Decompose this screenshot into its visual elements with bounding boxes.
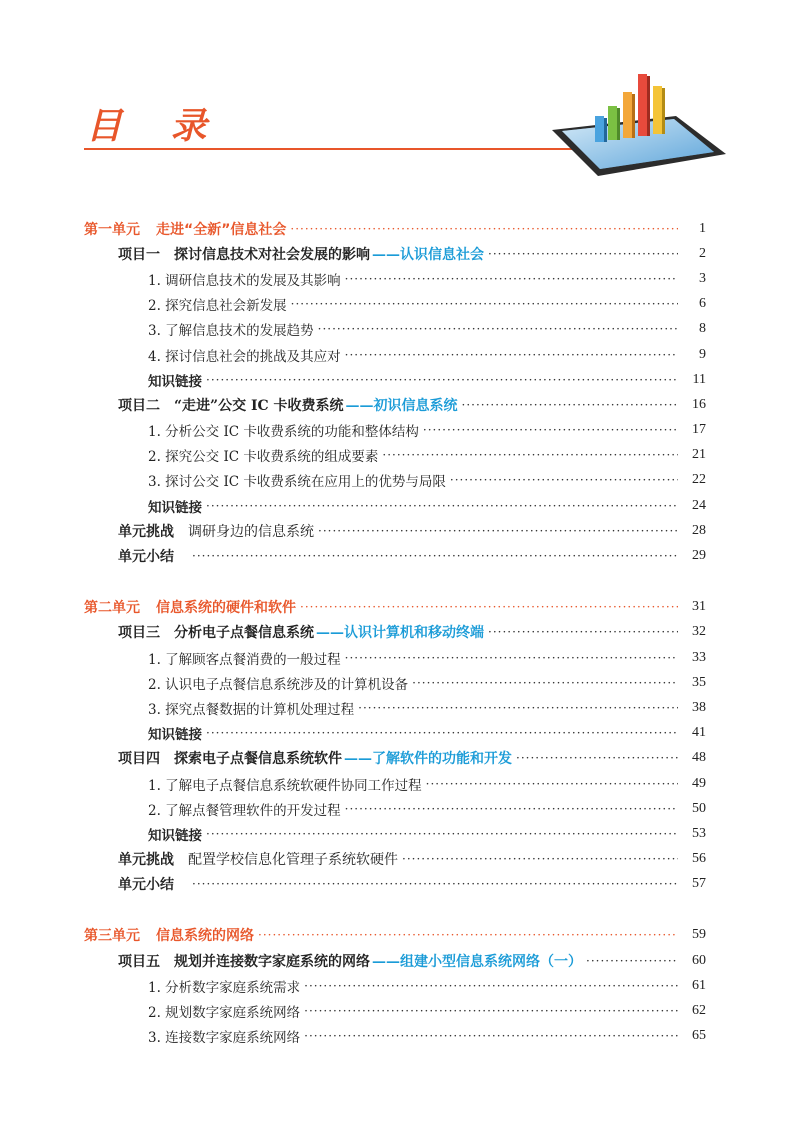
page-number: 35 xyxy=(692,674,706,690)
page-number: 65 xyxy=(692,1028,706,1044)
toc-project-entry[interactable] xyxy=(84,872,706,897)
entry-label xyxy=(148,294,287,314)
entry-label xyxy=(84,925,254,945)
section-title: 1. 分析公交 IC 卡收费系统的功能和整体结构 xyxy=(148,424,419,441)
project-title: 调研身边的信息系统 xyxy=(188,523,314,540)
toc-section-entry[interactable] xyxy=(84,342,706,367)
page-number: 6 xyxy=(699,296,706,312)
page-number: 24 xyxy=(692,497,706,513)
project-title: “走进”公交 IC 卡收费系统 xyxy=(174,397,344,414)
page-number: 3 xyxy=(699,270,706,286)
section-title: 知识链接 xyxy=(148,827,202,844)
toc-project-entry[interactable] xyxy=(84,746,706,771)
leader-dots xyxy=(192,876,678,892)
section-title: 1. 了解顾客点餐消费的一般过程 xyxy=(148,651,341,668)
leader-dots xyxy=(304,1028,678,1044)
page-number: 1 xyxy=(699,220,706,236)
toc-section-entry[interactable] xyxy=(84,468,706,493)
page-number: 11 xyxy=(692,371,706,387)
leader-dots xyxy=(488,624,678,640)
section-title: 3. 连接数字家庭系统网络 xyxy=(148,1030,301,1047)
page-number: 48 xyxy=(692,750,706,766)
page-number: 28 xyxy=(692,522,706,538)
page-number: 49 xyxy=(692,775,706,791)
toc-section-entry[interactable] xyxy=(84,721,706,746)
entry-label xyxy=(148,345,341,365)
leader-dots xyxy=(206,498,678,514)
toc-section-entry[interactable] xyxy=(84,796,706,821)
leader-dots xyxy=(462,397,678,413)
entry-label xyxy=(148,673,408,693)
unit-title: 信息系统的网络 xyxy=(156,928,254,945)
entry-label xyxy=(148,269,341,289)
leader-dots xyxy=(382,447,678,463)
section-title: 知识链接 xyxy=(148,499,202,516)
entry-label xyxy=(148,976,300,996)
section-title: 1. 了解电子点餐信息系统软硬件协同工作过程 xyxy=(148,777,422,794)
page-number: 17 xyxy=(692,422,706,438)
project-number: 单元小结 xyxy=(118,549,174,566)
toc-project-entry[interactable] xyxy=(84,620,706,645)
toc-project-entry[interactable] xyxy=(84,948,706,973)
entry-label xyxy=(84,219,286,239)
unit-title: 信息系统的硬件和软件 xyxy=(156,600,296,617)
entry-label xyxy=(148,1001,300,1021)
project-number: 单元挑战 xyxy=(118,523,174,540)
section-title: 2. 规划数字家庭系统网络 xyxy=(148,1005,301,1022)
leader-dots xyxy=(488,246,678,262)
section-title: 2. 认识电子点餐信息系统涉及的计算机设备 xyxy=(148,676,409,693)
entry-label xyxy=(118,244,484,264)
entry-label xyxy=(118,521,314,541)
leader-dots xyxy=(516,750,678,766)
entry-label xyxy=(148,420,419,440)
page-number: 16 xyxy=(692,396,706,412)
section-title: 2. 探究公交 IC 卡收费系统的组成要素 xyxy=(148,449,379,466)
leader-dots xyxy=(304,978,678,994)
page-number: 57 xyxy=(692,876,706,892)
project-title: 分析电子点餐信息系统 xyxy=(174,625,314,642)
leader-dots xyxy=(318,321,678,337)
page-title-wrap xyxy=(86,98,225,149)
project-number: 项目四 xyxy=(118,751,160,768)
toc-section-entry[interactable] xyxy=(84,670,706,695)
toc-section-entry[interactable] xyxy=(84,695,706,720)
project-title: 探索电子点餐信息系统软件 xyxy=(174,751,342,768)
toc-unit-entry[interactable] xyxy=(84,923,706,948)
entry-label xyxy=(148,470,446,490)
leader-dots xyxy=(586,953,678,969)
page-number: 22 xyxy=(692,472,706,488)
toc-section-entry[interactable] xyxy=(84,317,706,342)
entry-label xyxy=(148,648,341,668)
toc-unit-entry[interactable] xyxy=(84,595,706,620)
project-number: 单元小结 xyxy=(118,877,174,894)
section-title: 知识链接 xyxy=(148,727,202,744)
leader-dots xyxy=(345,271,678,287)
section-title: 知识链接 xyxy=(148,373,202,390)
entry-label xyxy=(148,723,202,743)
page-number: 61 xyxy=(692,977,706,993)
toc-section-entry[interactable] xyxy=(84,266,706,291)
page-title: 目 录 xyxy=(86,106,225,147)
leader-dots xyxy=(318,523,678,539)
unit-gap xyxy=(84,569,706,595)
leader-dots xyxy=(345,347,678,363)
toc-section-entry[interactable] xyxy=(84,1024,706,1049)
leader-dots xyxy=(206,725,678,741)
leader-dots xyxy=(258,927,678,943)
leader-dots xyxy=(345,801,678,817)
page-number: 21 xyxy=(692,447,706,463)
entry-label xyxy=(148,445,378,465)
section-title: 2. 了解点餐管理软件的开发过程 xyxy=(148,802,341,819)
page-number: 32 xyxy=(692,624,706,640)
page-number: 8 xyxy=(699,321,706,337)
entry-label xyxy=(148,319,314,339)
toc-section-entry[interactable] xyxy=(84,443,706,468)
project-title: 配置学校信息化管理子系统软硬件 xyxy=(188,852,398,869)
toc-section-entry[interactable] xyxy=(84,973,706,998)
project-number: 单元挑战 xyxy=(118,852,174,869)
page-number: 2 xyxy=(699,245,706,261)
section-title: 1. 调研信息技术的发展及其影响 xyxy=(148,272,341,289)
toc-section-entry[interactable] xyxy=(84,645,706,670)
unit-gap xyxy=(84,897,706,923)
project-subtitle: ——认识信息社会 xyxy=(372,246,484,263)
leader-dots xyxy=(345,650,678,666)
page-number: 38 xyxy=(692,699,706,715)
entry-label xyxy=(148,774,422,794)
leader-dots xyxy=(304,1003,678,1019)
entry-label xyxy=(148,1026,300,1046)
leader-dots xyxy=(402,851,678,867)
unit-number: 第一单元 xyxy=(84,221,140,238)
toc-section-entry[interactable] xyxy=(84,292,706,317)
page-number: 60 xyxy=(692,952,706,968)
toc-section-entry[interactable] xyxy=(84,418,706,443)
page-number: 29 xyxy=(692,548,706,564)
unit-number: 第二单元 xyxy=(84,600,140,617)
entry-label xyxy=(148,370,202,390)
project-number: 项目三 xyxy=(118,625,160,642)
toc-project-entry[interactable] xyxy=(84,518,706,543)
leader-dots xyxy=(291,296,678,312)
page-number: 62 xyxy=(692,1003,706,1019)
page-number: 9 xyxy=(699,346,706,362)
entry-label xyxy=(148,698,354,718)
project-number: 项目五 xyxy=(118,953,160,970)
section-title: 4. 探讨信息社会的挑战及其应对 xyxy=(148,348,341,365)
page-number: 56 xyxy=(692,851,706,867)
leader-dots xyxy=(192,548,678,564)
page-number: 59 xyxy=(692,927,706,943)
entry-label xyxy=(118,748,512,768)
leader-dots xyxy=(412,675,678,691)
entry-label xyxy=(118,395,458,415)
toc-section-entry[interactable] xyxy=(84,821,706,846)
project-title: 探讨信息技术对社会发展的影响 xyxy=(174,246,370,263)
page-number: 50 xyxy=(692,800,706,816)
project-subtitle: ——认识计算机和移动终端 xyxy=(316,625,484,642)
project-subtitle: ——初识信息系统 xyxy=(345,397,458,414)
leader-dots xyxy=(300,599,678,615)
toc-section-entry[interactable] xyxy=(84,493,706,518)
leader-dots xyxy=(358,700,678,716)
leader-dots xyxy=(206,372,678,388)
leader-dots xyxy=(426,776,678,792)
project-number: 项目一 xyxy=(118,246,160,263)
unit-number: 第三单元 xyxy=(84,928,140,945)
tablet-chart-illustration xyxy=(548,68,728,180)
entry-label xyxy=(148,799,341,819)
table-of-contents xyxy=(84,216,706,1049)
entry-label xyxy=(118,849,398,869)
toc-section-entry[interactable] xyxy=(84,998,706,1023)
toc-project-entry[interactable] xyxy=(84,241,706,266)
project-title: 规划并连接数字家庭系统的网络 xyxy=(174,953,370,970)
toc-project-entry[interactable] xyxy=(84,847,706,872)
project-subtitle: ——了解软件的功能和开发 xyxy=(344,751,512,768)
toc-unit-entry[interactable] xyxy=(84,216,706,241)
toc-section-entry[interactable] xyxy=(84,367,706,392)
title-rule xyxy=(84,148,584,150)
section-title: 3. 了解信息技术的发展趋势 xyxy=(148,323,314,340)
project-number: 项目二 xyxy=(118,397,160,414)
leader-dots xyxy=(450,472,678,488)
toc-project-entry[interactable] xyxy=(84,392,706,417)
toc-section-entry[interactable] xyxy=(84,771,706,796)
entry-label xyxy=(148,496,202,516)
section-title: 3. 探究点餐数据的计算机处理过程 xyxy=(148,701,355,718)
leader-dots xyxy=(206,826,678,842)
page-number: 41 xyxy=(692,725,706,741)
toc-project-entry[interactable] xyxy=(84,543,706,568)
entry-label xyxy=(118,874,188,894)
entry-label xyxy=(118,546,188,566)
leader-dots xyxy=(290,221,678,237)
section-title: 3. 探讨公交 IC 卡收费系统在应用上的优势与局限 xyxy=(148,474,446,491)
project-subtitle: ——组建小型信息系统网络（一） xyxy=(372,953,582,970)
section-title: 2. 探究信息社会新发展 xyxy=(148,298,287,315)
section-title: 1. 分析数字家庭系统需求 xyxy=(148,979,301,996)
entry-label xyxy=(84,597,296,617)
entry-label xyxy=(148,824,202,844)
page-number: 33 xyxy=(692,649,706,665)
page-number: 53 xyxy=(692,825,706,841)
leader-dots xyxy=(423,422,678,438)
entry-label xyxy=(118,951,582,971)
entry-label xyxy=(118,622,484,642)
unit-title: 走进“全新”信息社会 xyxy=(156,221,287,238)
page-number: 31 xyxy=(692,599,706,615)
